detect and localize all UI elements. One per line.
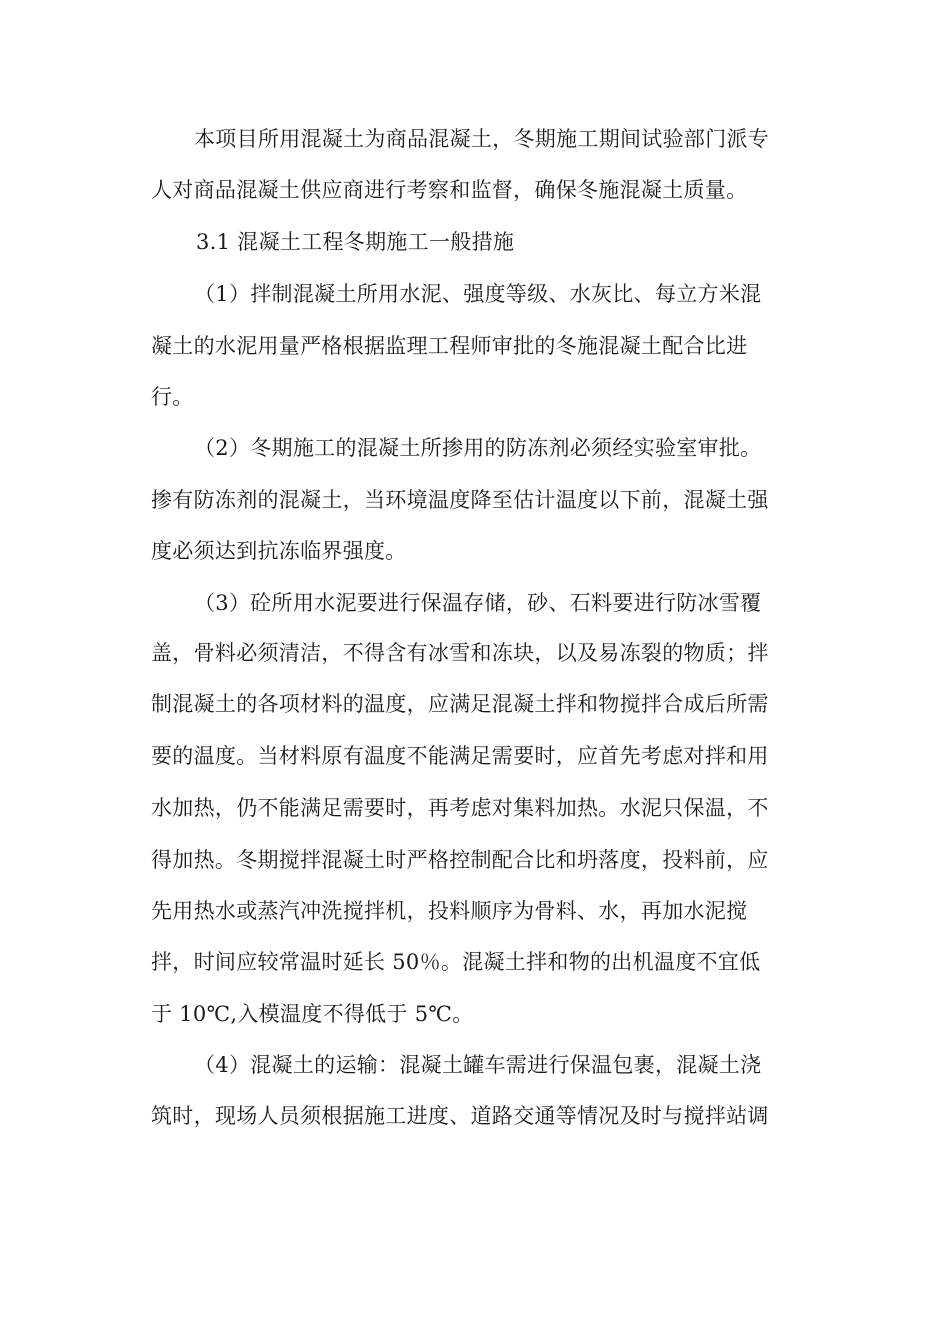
item-3-line-9: 于 10℃,入模温度不得低于 5℃。 — [151, 1002, 474, 1026]
item-3-line-5: 水加热，仍不能满足需要时，再考虑对集料加热。水泥只保温，不 — [151, 796, 769, 820]
item-3-line-8: 拌，时间应较常温时延长 50％。混凝土拌和物的出机温度不宜低 — [151, 950, 761, 974]
item-2-line-3: 度必须达到抗冻临界强度。 — [151, 539, 407, 563]
item-1-line-2: 凝土的水泥用量严格根据监理工程师审批的冬施混凝土配合比进 — [151, 334, 748, 358]
item-2-line-2: 掺有防冻剂的混凝土，当环境温度降至估计温度以下前，混凝土强 — [151, 488, 769, 512]
item-1-line-1: （1）拌制混凝土所用水泥、强度等级、水灰比、每立方米混 — [194, 282, 762, 306]
item-3-line-6: 得加热。冬期搅拌混凝土时严格控制配合比和坍落度，投料前，应 — [151, 848, 769, 872]
item-4-line-2: 筑时，现场人员须根据施工进度、道路交通等情况及时与搅拌站调 — [151, 1104, 769, 1128]
item-3-line-7: 先用热水或蒸汽冲洗搅拌机，投料顺序为骨料、水，再加水泥搅 — [151, 899, 748, 923]
item-1-line-3: 行。 — [151, 385, 194, 409]
item-3-line-4: 要的温度。当材料原有温度不能满足需要时，应首先考虑对拌和用 — [151, 744, 769, 768]
paragraph-intro-line-1: 本项目所用混凝土为商品混凝土，冬期施工期间试验部门派专 — [194, 127, 770, 151]
paragraph-intro-line-2: 人对商品混凝土供应商进行考察和监督，确保冬施混凝土质量。 — [151, 178, 748, 202]
item-4-line-1: （4）混凝土的运输：混凝土罐车需进行保温包裹，混凝土浇 — [194, 1053, 762, 1077]
item-3-line-3: 制混凝土的各项材料的温度，应满足混凝土拌和物搅拌合成后所需 — [151, 692, 769, 716]
item-3-line-1: （3）砼所用水泥要进行保温存储，砂、石料要进行防冰雪覆 — [194, 591, 762, 615]
section-heading: 3.1 混凝土工程冬期施工一般措施 — [196, 230, 515, 254]
item-2-line-1: （2）冬期施工的混凝土所掺用的防冻剂必须经实验室审批。 — [194, 436, 762, 460]
item-3-line-2: 盖，骨料必须清洁，不得含有冰雪和冻块，以及易冻裂的物质；拌 — [151, 641, 769, 665]
